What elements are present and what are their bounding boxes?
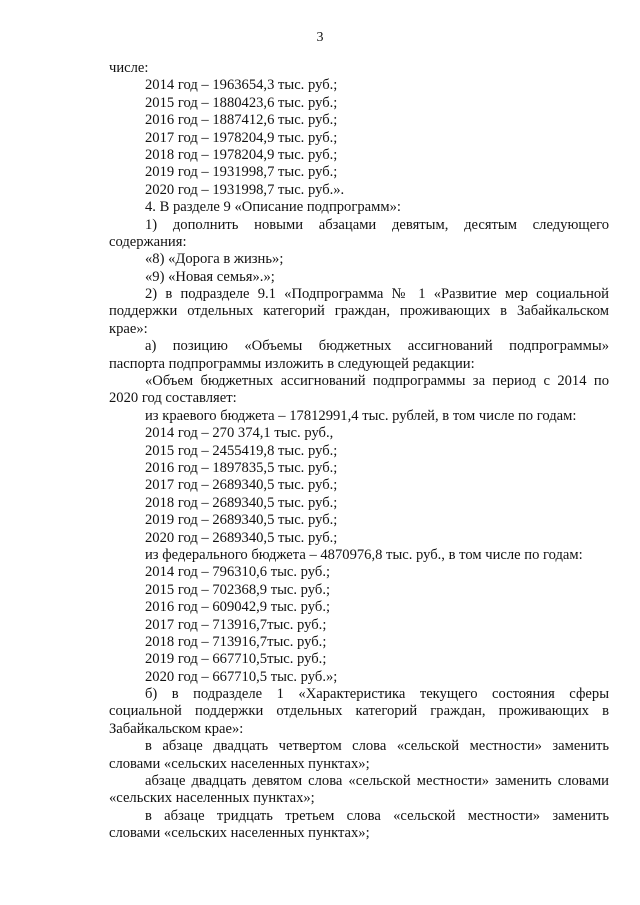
text-line: из краевого бюджета – 17812991,4 тыс. рублей, в том числе по годам: [145, 407, 577, 424]
text-line: паспорта подпрограммы изложить в следующей редакции: [109, 355, 475, 372]
text-line: 2016 год – 609042,9 тыс. руб.; [145, 599, 331, 616]
text-line: 2018 год – 2689340,5 тыс. руб.; [145, 494, 338, 511]
text-line: 2017 год – 713916,7тыс. руб.; [145, 616, 327, 633]
text-line: 4. В разделе 9 «Описание подпрограмм»: [145, 199, 401, 216]
text-line: 2014 год – 270 374,1 тыс. руб., [145, 425, 334, 442]
text-line: поддержки отдельных категорий граждан, проживающих в Забайкальском [109, 303, 609, 320]
text-line: б) в подразделе 1 «Характеристика текущего состояния сферы [145, 686, 609, 703]
text-line: «9) «Новая семья».»; [145, 268, 275, 285]
text-line: числе: [109, 60, 149, 76]
text-line: 2020 год – 1931998,7 тыс. руб.». [145, 181, 345, 198]
text-line: словами «сельских населенных пунктах»; [109, 825, 370, 842]
text-line: в абзаце тридцать третьем слова «сельской местности» заменить [145, 807, 609, 824]
text-line: 2017 год – 1978204,9 тыс. руб.; [145, 129, 338, 146]
page-number: 3 [316, 30, 324, 45]
text-line: 2016 год – 1887412,6 тыс. руб.; [145, 112, 338, 129]
text-line: крае»: [109, 320, 148, 337]
text-line: в абзаце двадцать четвертом слова «сельской местности» заменить [145, 738, 609, 755]
text-line: 2020 год – 2689340,5 тыс. руб.; [145, 529, 338, 546]
text-line: «Объем бюджетных ассигнований подпрограммы за период с 2014 по [145, 373, 609, 390]
text-line: 2017 год – 2689340,5 тыс. руб.; [145, 477, 338, 494]
text-line: из федерального бюджета – 4870976,8 тыс. руб., в том числе по годам: [145, 546, 583, 563]
text-line: 2018 год – 1978204,9 тыс. руб.; [145, 146, 338, 163]
text-line: содержания: [109, 233, 187, 250]
text-line: 2019 год – 667710,5тыс. руб.; [145, 651, 327, 668]
text-line: а) позицию «Объемы бюджетных ассигнований подпрограммы» [145, 338, 609, 355]
text-line: «8) «Дорога в жизнь»; [145, 251, 284, 268]
text-line: 2014 год – 796310,6 тыс. руб.; [145, 564, 331, 581]
text-line: 2020 год – 667710,5 тыс. руб.»; [145, 668, 338, 685]
text-line: 2019 год – 1931998,7 тыс. руб.; [145, 164, 338, 181]
text-line: Забайкальском крае»: [109, 720, 244, 737]
text-line: 2019 год – 2689340,5 тыс. руб.; [145, 512, 338, 529]
document-body [109, 60, 609, 843]
text-line: словами «сельских населенных пунктах»; [109, 755, 370, 772]
text-line: 2016 год – 1897835,5 тыс. руб.; [145, 459, 338, 476]
text-line: «сельских населенных пунктах»; [109, 790, 315, 807]
text-line: 2015 год – 2455419,8 тыс. руб.; [145, 442, 338, 459]
text-line: 2015 год – 702368,9 тыс. руб.; [145, 581, 331, 598]
text-line: 2020 год составляет: [109, 390, 237, 407]
text-line: 2018 год – 713916,7тыс. руб.; [145, 633, 327, 650]
text-line: 2015 год – 1880423,6 тыс. руб.; [145, 94, 338, 111]
text-line: абзаце двадцать девятом слова «сельской местности» заменить словами [145, 773, 609, 790]
text-line: социальной поддержки отдельных категорий граждан, проживающих в [109, 703, 609, 720]
text-line: 2) в подразделе 9.1 «Подпрограмма № 1 «Развитие мер социальной [145, 286, 609, 303]
text-line: 2014 год – 1963654,3 тыс. руб.; [145, 77, 338, 94]
text-line: 1) дополнить новыми абзацами девятым, десятым следующего [145, 216, 609, 233]
